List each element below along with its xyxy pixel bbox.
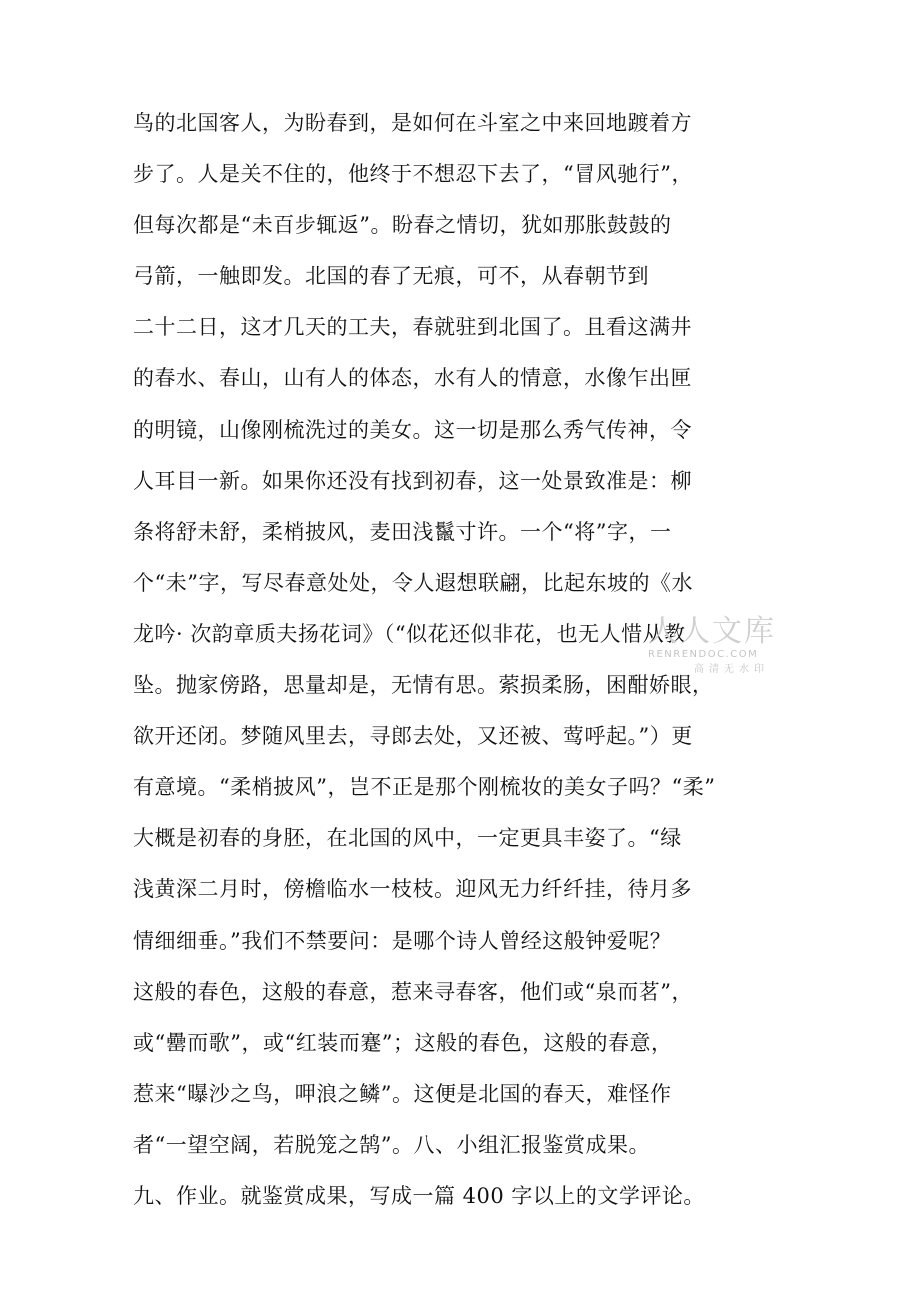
text-line-2: 步了。人是关不住的，他终于不想忍下去了，“冒风驰行”， xyxy=(133,162,693,187)
text-line-14: 有意境。“柔梢披风”，岂不正是那个刚梳妆的美女子吗？“柔” xyxy=(133,775,716,800)
text-line-8: 人耳目一新。如果你还没有找到初春，这一处景致准是：柳 xyxy=(133,468,692,493)
text-line-7: 的明镜，山像刚梳洗过的美女。这一切是那么秀气传神，令 xyxy=(133,417,692,442)
text-line-20: 惹来“曝沙之鸟，呷浪之鳞”。这便是北国的春天，难怪作 xyxy=(133,1081,672,1106)
text-line-17: 情细细垂。”我们不禁要问：是哪个诗人曾经这般钟爱呢？ xyxy=(133,928,672,953)
watermark-slogan: 高清无水印 xyxy=(694,664,769,675)
text-line-21: 者“一望空阔，若脱笼之鹄”。八、小组汇报鉴赏成果。 xyxy=(133,1132,650,1157)
document-body xyxy=(133,106,773,1230)
text-line-19: 或“罍而歌”，或“红装而蹇”；这般的春色，这般的春意， xyxy=(133,1030,673,1055)
text-line-16: 浅黄深二月时，傍檐临水一枝枝。迎风无力纤纤挂，待月多 xyxy=(133,877,692,902)
watermark-title: 人人文库 xyxy=(648,614,776,649)
text-line-15: 大概是初春的身胚，在北国的风中，一定更具丰姿了。“绿 xyxy=(133,826,682,851)
text-line-5: 二十二日，这才几天的工夫，春就驻到北国了。且看这满井 xyxy=(133,315,692,340)
text-line-1: 鸟的北国客人，为盼春到，是如何在斗室之中来回地踱着方 xyxy=(133,111,692,135)
watermark-domain: RENRENDOC.COM xyxy=(648,649,759,660)
text-line-10: 个“未”字，写尽春意处处，令人遐想联翩，比起东坡的《水 xyxy=(133,570,693,595)
text-line-3: 但每次都是“未百步辄返”。盼春之情切，犹如那胀鼓鼓的 xyxy=(133,213,672,238)
text-line-22: 九、作业。就鉴赏成果，写成一篇 400 字以上的文学评论。 xyxy=(133,1183,705,1208)
text-line-6: 的春水、春山，山有人的体态，水有人的情意，水像乍出匣 xyxy=(133,366,692,391)
text-line-9: 条将舒未舒，柔梢披风，麦田浅鬣寸许。一个“将”字，一 xyxy=(133,519,672,544)
text-line-11: 龙吟· 次韵章质夫扬花词》（“似花还似非花，也无人惜从教 xyxy=(133,621,686,646)
text-line-12: 坠。抛家傍路，思量却是，无情有思。萦损柔肠，困酣娇眼， xyxy=(133,673,714,698)
text-line-13: 欲开还闭。梦随风里去，寻郎去处，又还被、莺呼起。”）更 xyxy=(133,724,693,749)
text-line-4: 弓箭，一触即发。北国的春了无痕，可不，从春朝节到 xyxy=(133,264,649,289)
text-line-18: 这般的春色，这般的春意，惹来寻春客，他们或“泉而茗”， xyxy=(133,979,693,1004)
